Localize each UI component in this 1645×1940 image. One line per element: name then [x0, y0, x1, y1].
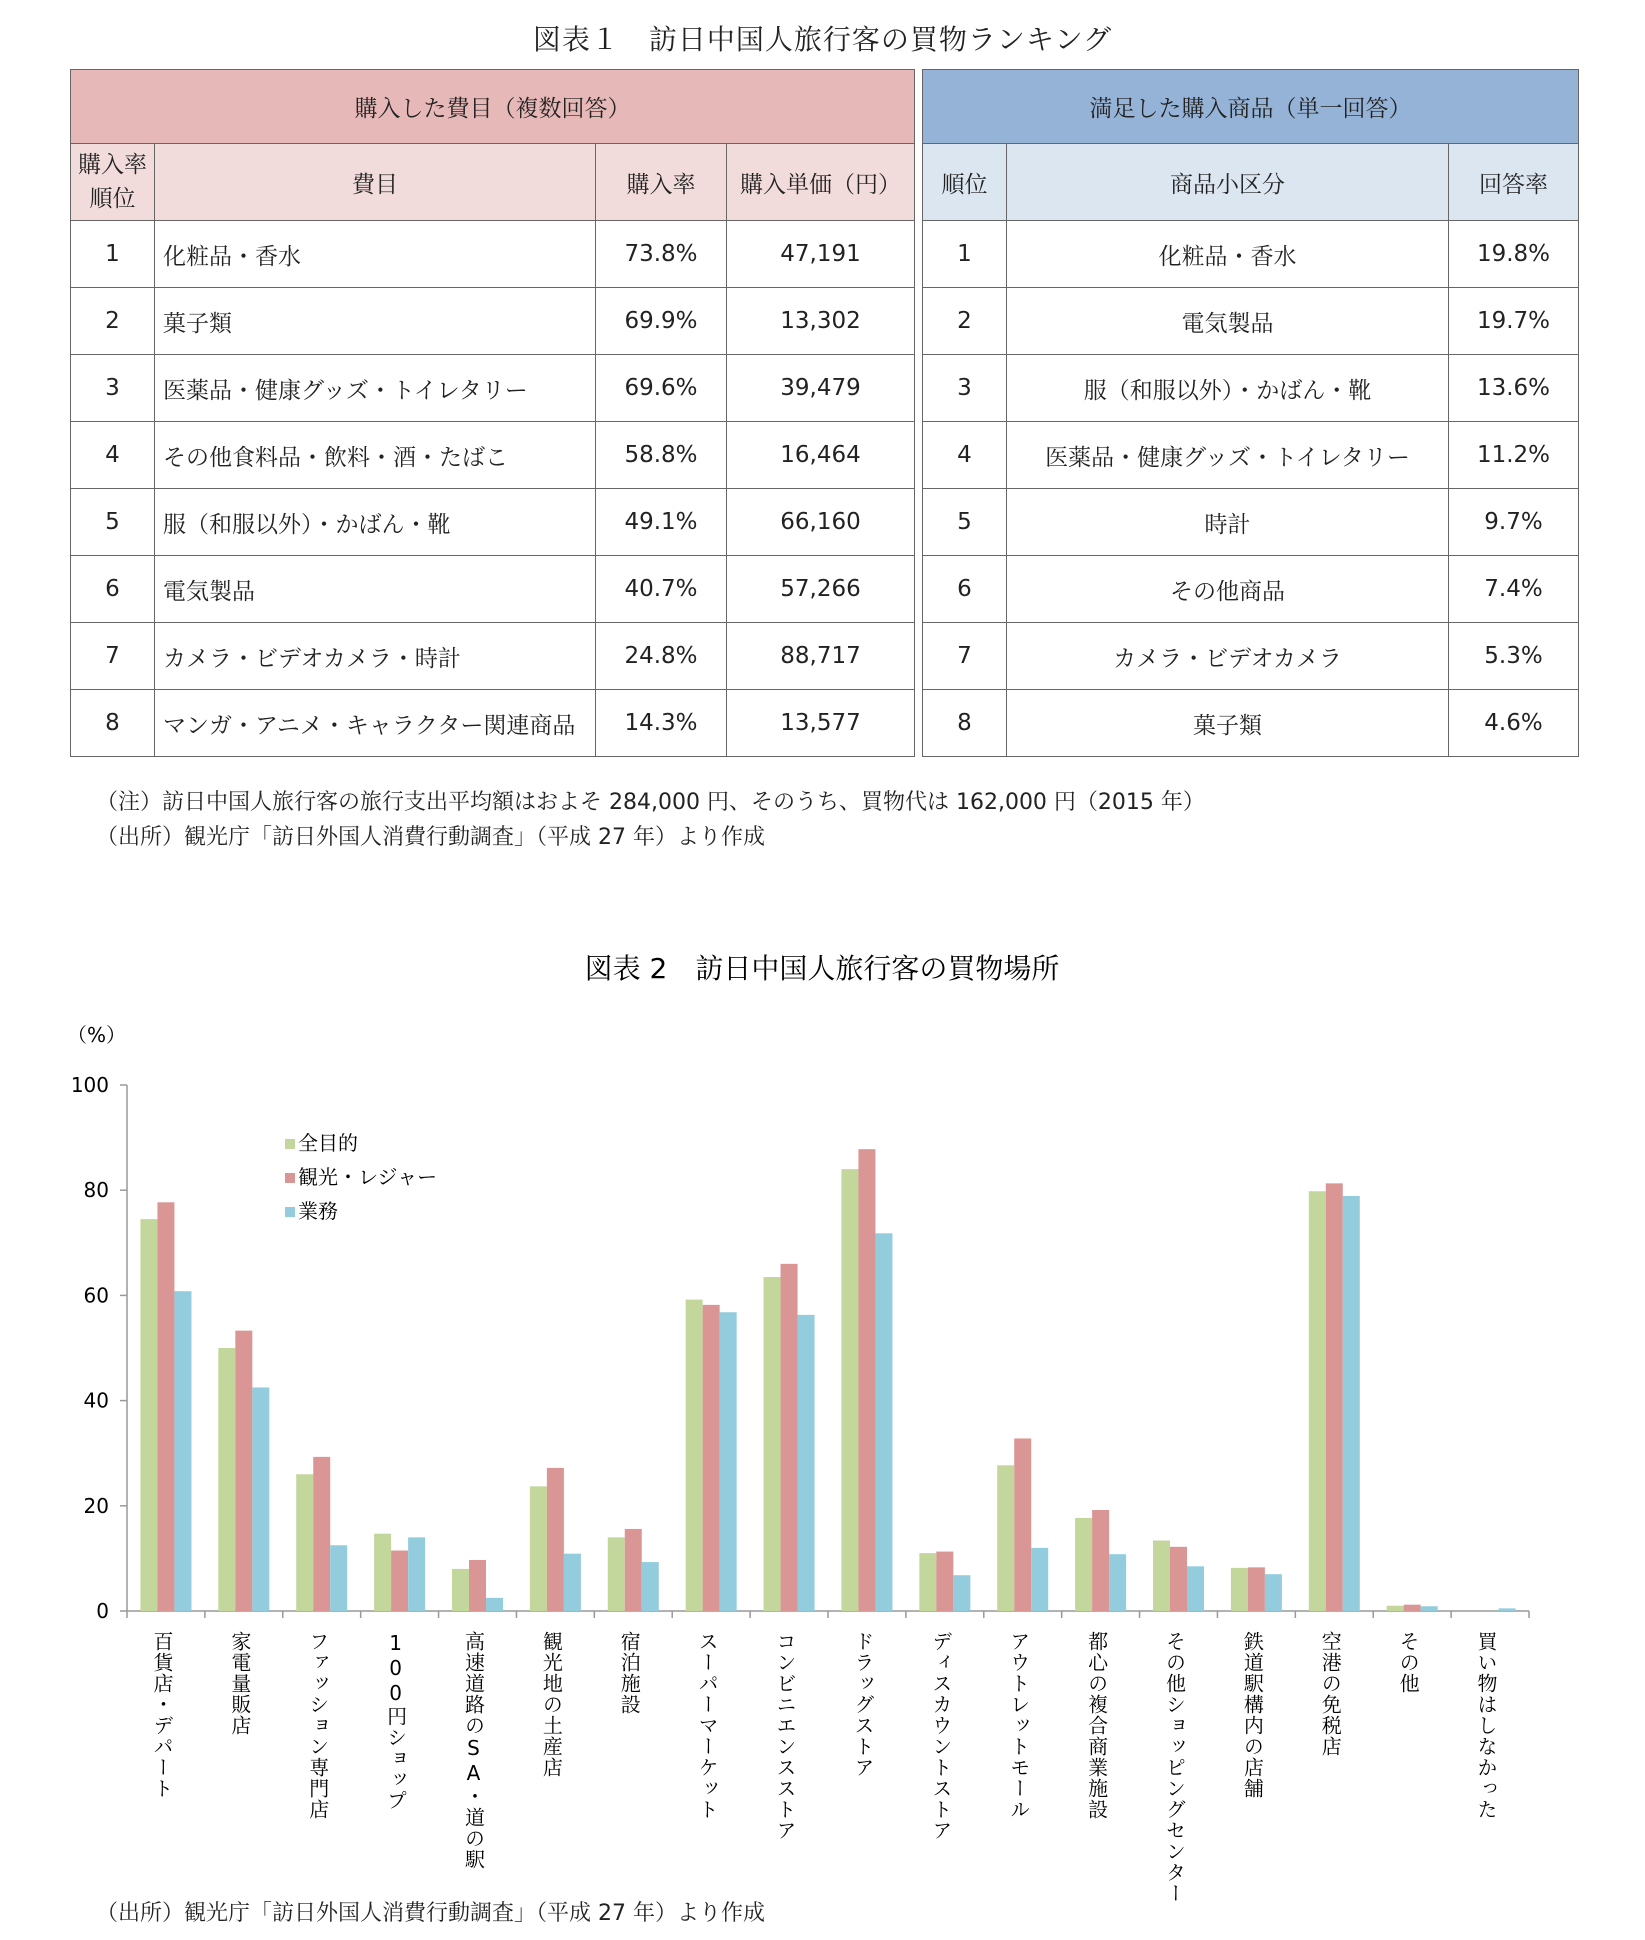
col-header-unit-price: 購入単価（円） — [727, 144, 915, 221]
bar-2 — [1326, 1183, 1343, 1611]
bar-3 — [1031, 1548, 1048, 1611]
x-category-label: 鉄道駅構内の店舗 — [1240, 1631, 1265, 1799]
table-row — [923, 623, 1579, 690]
col-header-item: 費目 — [155, 144, 596, 221]
unit-price-cell: 66,160 — [727, 489, 915, 556]
figure1-title: 図表１ 訪日中国人旅行客の買物ランキング — [532, 23, 1113, 56]
table-row — [923, 422, 1579, 489]
x-category-label: ファッション専門店 — [305, 1631, 330, 1820]
bar-1 — [1153, 1541, 1170, 1611]
rate-cell: 69.6% — [596, 355, 727, 422]
table-row — [923, 355, 1579, 422]
item-cell: 菓子類 — [1007, 690, 1449, 757]
rate-cell: 11.2% — [1449, 422, 1579, 489]
bar-1 — [296, 1474, 313, 1611]
table-band-title: 満足した購入商品（単一回答） — [923, 70, 1579, 144]
rank-cell: 1 — [923, 221, 1007, 288]
bar-2 — [858, 1149, 875, 1611]
bar-3 — [252, 1387, 269, 1611]
table-row — [71, 690, 915, 757]
item-cell: 医薬品・健康グッズ・トイレタリー — [155, 355, 596, 422]
item-cell: 電気製品 — [155, 556, 596, 623]
unit-price-cell: 13,302 — [727, 288, 915, 355]
bar-2 — [703, 1305, 720, 1611]
bar-2 — [1404, 1605, 1421, 1611]
bar-3 — [330, 1545, 347, 1611]
bar-3 — [1109, 1554, 1126, 1611]
legend-label: 観光・レジャー — [298, 1165, 438, 1189]
x-category-label: 買い物はしなかった — [1474, 1631, 1499, 1820]
bar-1 — [530, 1486, 547, 1611]
x-category-label: 空港の免税店 — [1318, 1631, 1343, 1757]
bar-2 — [313, 1457, 330, 1611]
rate-cell: 49.1% — [596, 489, 727, 556]
rank-cell: 2 — [923, 288, 1007, 355]
col-header-rank: 順位 — [923, 144, 1007, 221]
bar-3 — [1499, 1608, 1516, 1611]
x-category-label: その他ショッピングセンター — [1162, 1631, 1187, 1904]
rate-cell: 14.3% — [596, 690, 727, 757]
table-row — [923, 556, 1579, 623]
rank-cell: 1 — [71, 221, 155, 288]
y-axis-label: （%） — [67, 1023, 127, 1047]
rate-cell: 4.6% — [1449, 690, 1579, 757]
rate-cell: 19.7% — [1449, 288, 1579, 355]
y-tick-label: 80 — [83, 1178, 109, 1203]
bar-2 — [625, 1529, 642, 1611]
rate-cell: 7.4% — [1449, 556, 1579, 623]
rate-cell: 73.8% — [596, 221, 727, 288]
bar-3 — [720, 1312, 737, 1611]
x-category-label: 百貨店・デパート — [149, 1631, 174, 1799]
table-row — [71, 422, 915, 489]
bar-1 — [997, 1465, 1014, 1611]
x-category-label: 家電量販店 — [227, 1631, 252, 1736]
item-cell: 菓子類 — [155, 288, 596, 355]
x-category-label: 観光地の土産店 — [539, 1631, 564, 1778]
x-category-label: アウトレットモール — [1006, 1631, 1031, 1820]
legend-swatch — [285, 1139, 295, 1149]
bar-1 — [1075, 1518, 1092, 1611]
bar-2 — [391, 1551, 408, 1611]
table-row — [71, 556, 915, 623]
table-row — [71, 355, 915, 422]
item-cell: 化粧品・香水 — [1007, 221, 1449, 288]
rank-cell: 5 — [71, 489, 155, 556]
table-row — [923, 690, 1579, 757]
x-category-label: 100円ショップ — [383, 1631, 408, 1811]
bar-2 — [547, 1468, 564, 1611]
bar-1 — [374, 1534, 391, 1611]
bar-1 — [686, 1300, 703, 1611]
x-category-label: その他 — [1396, 1631, 1421, 1694]
rank-cell: 3 — [71, 355, 155, 422]
rank-cell: 3 — [923, 355, 1007, 422]
unit-price-cell: 39,479 — [727, 355, 915, 422]
x-category-label: ドラッグストア — [850, 1631, 875, 1778]
bar-2 — [235, 1331, 252, 1611]
rate-cell: 40.7% — [596, 556, 727, 623]
rate-cell: 24.8% — [596, 623, 727, 690]
item-cell: 服（和服以外）・かばん・靴 — [155, 489, 596, 556]
bar-2 — [469, 1560, 486, 1611]
item-cell: その他食料品・飲料・酒・たばこ — [155, 422, 596, 489]
legend-swatch — [285, 1207, 295, 1217]
rate-cell: 5.3% — [1449, 623, 1579, 690]
table-band-title: 購入した費目（複数回答） — [71, 70, 915, 144]
item-cell: 服（和服以外）・かばん・靴 — [1007, 355, 1449, 422]
item-cell: 時計 — [1007, 489, 1449, 556]
bar-2 — [781, 1264, 798, 1611]
bar-1 — [140, 1219, 157, 1611]
rate-cell: 13.6% — [1449, 355, 1579, 422]
x-category-label: コンビニエンスストア — [773, 1631, 798, 1841]
bar-3 — [1421, 1606, 1438, 1611]
bar-3 — [486, 1598, 503, 1611]
rank-cell: 5 — [923, 489, 1007, 556]
rank-cell: 4 — [923, 422, 1007, 489]
col-header-rate: 購入率 — [596, 144, 727, 221]
table-row — [71, 221, 915, 288]
item-cell: カメラ・ビデオカメラ — [1007, 623, 1449, 690]
table-row — [923, 221, 1579, 288]
rank-cell: 6 — [923, 556, 1007, 623]
bar-2 — [1014, 1438, 1031, 1611]
bar-1 — [764, 1277, 781, 1611]
chart-title: 図表 2 訪日中国人旅行客の買物場所 — [584, 952, 1060, 985]
rate-cell: 58.8% — [596, 422, 727, 489]
table-row — [71, 489, 915, 556]
col-header-rate: 回答率 — [1449, 144, 1579, 221]
table-row — [923, 288, 1579, 355]
y-tick-label: 100 — [70, 1073, 109, 1097]
y-tick-label: 40 — [83, 1388, 109, 1413]
bar-3 — [1343, 1196, 1360, 1611]
rank-cell: 4 — [71, 422, 155, 489]
bar-3 — [408, 1537, 425, 1611]
legend-swatch — [285, 1173, 295, 1183]
bar-3 — [798, 1315, 815, 1611]
item-cell: マンガ・アニメ・キャラクター関連商品 — [155, 690, 596, 757]
rank-cell: 2 — [71, 288, 155, 355]
legend-label: 業務 — [298, 1199, 338, 1223]
unit-price-cell: 13,577 — [727, 690, 915, 757]
rate-cell: 9.7% — [1449, 489, 1579, 556]
table-row — [923, 489, 1579, 556]
rank-cell: 6 — [71, 556, 155, 623]
x-category-label: 高速道路のSA・道の駅 — [461, 1631, 486, 1870]
bar-3 — [1265, 1574, 1282, 1611]
x-category-label: ディスカウントストア — [928, 1631, 953, 1841]
item-cell: カメラ・ビデオカメラ・時計 — [155, 623, 596, 690]
item-cell: 化粧品・香水 — [155, 221, 596, 288]
unit-price-cell: 47,191 — [727, 221, 915, 288]
bar-3 — [1187, 1566, 1204, 1611]
bar-1 — [218, 1348, 235, 1611]
bar-3 — [953, 1575, 970, 1611]
x-category-label: 宿泊施設 — [617, 1631, 642, 1715]
table-row — [71, 288, 915, 355]
rank-cell: 8 — [71, 690, 155, 757]
unit-price-cell: 16,464 — [727, 422, 915, 489]
bar-3 — [875, 1233, 892, 1611]
item-cell: 電気製品 — [1007, 288, 1449, 355]
bar-2 — [157, 1202, 174, 1611]
col-header-rank: 購入率 順位 — [71, 144, 155, 221]
x-category-label: 都心の複合商業施設 — [1084, 1631, 1109, 1820]
figure1-source: （出所）観光庁「訪日外国人消費行動調査」（平成 27 年）より作成 — [96, 825, 765, 850]
item-cell: その他商品 — [1007, 556, 1449, 623]
bar-2 — [1170, 1547, 1187, 1611]
table-row — [71, 623, 915, 690]
rank-cell: 8 — [923, 690, 1007, 757]
satisfied-items-table — [922, 69, 1579, 757]
bar-2 — [1248, 1567, 1265, 1611]
bar-1 — [1387, 1606, 1404, 1611]
unit-price-cell: 57,266 — [727, 556, 915, 623]
bar-2 — [936, 1552, 953, 1611]
col-header-item: 商品小区分 — [1007, 144, 1449, 221]
bar-1 — [919, 1553, 936, 1611]
figure1-note: （注）訪日中国人旅行客の旅行支出平均額はおよそ 284,000 円、そのうち、買物代は 162,000 円（2015 年） — [96, 790, 1205, 815]
bar-1 — [452, 1569, 469, 1611]
y-tick-label: 60 — [83, 1283, 109, 1308]
x-category-label: スーパーマーケット — [695, 1631, 720, 1820]
item-cell: 医薬品・健康グッズ・トイレタリー — [1007, 422, 1449, 489]
purchase-items-table — [70, 69, 915, 757]
legend-label: 全目的 — [298, 1131, 358, 1155]
bar-1 — [841, 1169, 858, 1611]
unit-price-cell: 88,717 — [727, 623, 915, 690]
bar-1 — [1231, 1568, 1248, 1611]
bar-1 — [1309, 1191, 1326, 1611]
bar-1 — [608, 1537, 625, 1611]
bar-2 — [1092, 1510, 1109, 1611]
y-tick-label: 20 — [83, 1493, 109, 1518]
rate-cell: 69.9% — [596, 288, 727, 355]
shopping-place-chart — [0, 952, 1645, 1904]
rate-cell: 19.8% — [1449, 221, 1579, 288]
rank-cell: 7 — [71, 623, 155, 690]
bar-3 — [642, 1562, 659, 1611]
y-tick-label: 0 — [96, 1599, 109, 1623]
bar-3 — [174, 1291, 191, 1611]
bar-3 — [564, 1554, 581, 1611]
figure2-source: （出所）観光庁「訪日外国人消費行動調査」（平成 27 年）より作成 — [96, 1901, 765, 1926]
rank-cell: 7 — [923, 623, 1007, 690]
